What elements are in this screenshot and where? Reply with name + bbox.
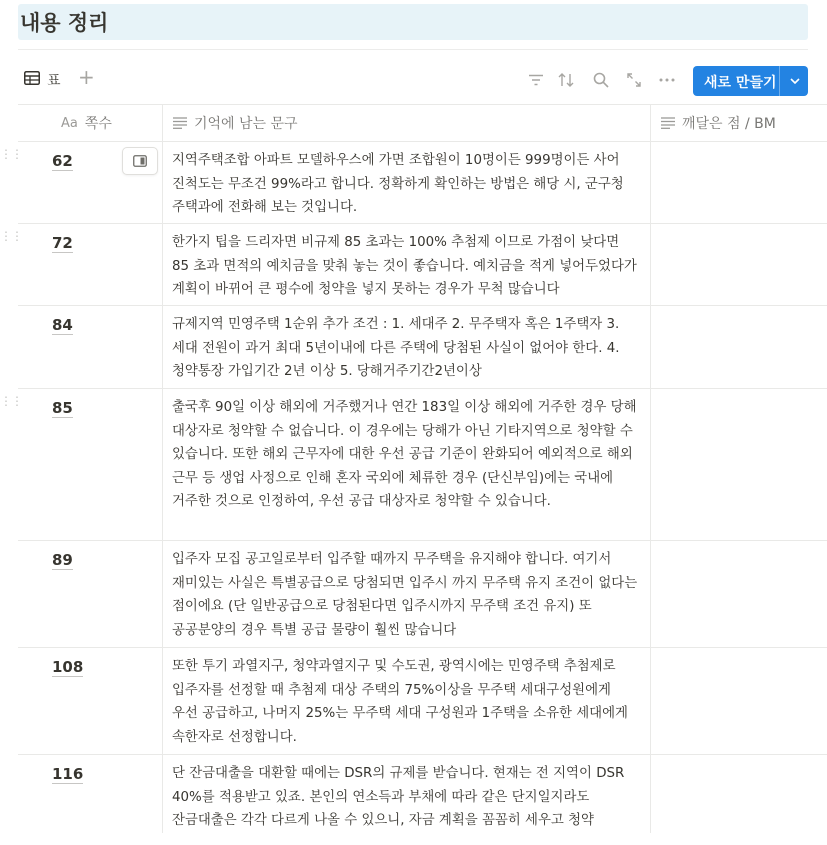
drag-handle[interactable]	[0, 147, 22, 167]
expand-icon	[627, 73, 641, 87]
add-view-button[interactable]	[78, 65, 95, 89]
title-property-icon: Aa	[61, 115, 78, 131]
row-page-number[interactable]: 84	[52, 316, 73, 334]
table-row[interactable]	[18, 541, 827, 648]
drag-handle-icon: ⋮⋮	[0, 229, 22, 243]
filter-icon	[528, 74, 544, 86]
column-header-label: 쪽수	[84, 116, 112, 132]
sort-icon	[558, 73, 574, 87]
row-page-number[interactable]: 85	[52, 399, 73, 417]
table-row[interactable]	[18, 224, 827, 306]
row-quote[interactable]: 지역주택조합 아파트 모델하우스에 가면 조합원이 10명이든 999명이든 사어 진척도는 무조건 99%라고 합니다. 정확하게 확인하는 방법은 해당 시, 군구청 주택과에 전화해 보는 것입니다.	[172, 153, 624, 215]
row-page-number[interactable]: 62	[52, 152, 73, 170]
table-row[interactable]	[18, 306, 827, 389]
database-toolbar	[18, 66, 808, 96]
column-header-label: 깨달은 점 / BM	[682, 116, 776, 132]
table-row[interactable]	[18, 648, 827, 755]
drag-handle-icon: ⋮⋮	[0, 394, 22, 408]
new-button-label: 새로 만들기	[704, 75, 777, 91]
open-in-side-peek-icon	[133, 155, 147, 167]
title-divider	[18, 49, 808, 50]
view-tab-table[interactable]	[24, 70, 61, 90]
view-tab-label: 표	[47, 73, 61, 89]
more-button[interactable]	[656, 69, 678, 91]
drag-handle[interactable]	[0, 394, 22, 414]
table-row[interactable]	[18, 389, 827, 541]
filter-button[interactable]	[525, 69, 547, 91]
page-title-block[interactable]	[18, 4, 808, 40]
row-quote[interactable]: 규제지역 민영주택 1순위 추가 조건 : 1. 세대주 2. 무주택자 혹은 1주택자 3. 세대 전원이 과거 최대 5년이내에 다른 주택에 당첨된 사실이 없어야 한다. 4. 청약통장 가입기간 2년 이상 5. 당해거주기간2년이상	[172, 317, 620, 379]
row-quote[interactable]: 입주자 모집 공고일로부터 입주할 때까지 무주택을 유지해야 합니다. 여기서 재미있는 사실은 특별공급으로 당첨되면 입주시 까지 무주택 유지 조건이 없다는 점이에요 (단 일반공급으로 당첨된다면 입주시까지 무주택 조건 유지) 또 공공분양의 경우 특별 공급 물량이 훨씬 많습니다	[172, 552, 638, 638]
row-quote[interactable]: 출국후 90일 이상 해외에 거주했거나 연간 183일 이상 해외에 거주한 경우 당해 대상자로 청약할 수 없습니다. 이 경우에는 당해가 아닌 기타지역으로 청약할 수 있습니다. 또한 해외 근무자에 대한 우선 공급 기준이 완화되어 예외적으로 해외 근무 등 생업 사정으로 인해 혼자 국외에 체류한 경우 (단신부임)에는 국내에 거주한 것으로 인정하여, 우선 공급 대상자로 청약할 수 있습니다.	[172, 400, 637, 509]
new-button[interactable]	[693, 66, 808, 96]
new-button-divider	[779, 66, 780, 96]
row-quote[interactable]: 한가지 팁을 드리자면 비규제 85 초과는 100% 추첨제 이므로 가점이 낮다면 85 초과 면적의 예치금을 맞춰 놓는 것이 좋습니다. 예치금을 적게 넣어두었다가 계획이 바뀌어 큰 평수에 청약을 넣지 못하는 경우가 무척 많습니다	[172, 235, 637, 297]
row-quote[interactable]: 또한 투기 과열지구, 청약과열지구 및 수도권, 광역시에는 민영주택 추첨제로 입주자를 선정할 때 추첨제 대상 주택의 75%이상을 무주택 세대구성원에게 우선 공급하고, 나머지 25%는 무주택 세대 구성원과 1주택을 소유한 세대에게 속한자로 선정합니다.	[172, 659, 628, 745]
table-icon	[24, 71, 40, 89]
page-title[interactable]: 내용 정리	[20, 11, 109, 35]
drag-handle[interactable]	[0, 229, 22, 249]
row-page-number[interactable]: 116	[52, 765, 84, 783]
row-quote[interactable]: 단 잔금대출을 대환할 때에는 DSR의 규제를 받습니다. 현재는 전 지역이 DSR 40%를 적용받고 있죠. 본인의 연소득과 부채에 따라 같은 단지일지라도 잔금대출은 각각 다르게 나올 수 있으니, 자금 계획을 꼼꼼히 세우고 청약	[172, 766, 625, 828]
column-header-page[interactable]	[61, 105, 112, 141]
row-page-number[interactable]: 89	[52, 551, 73, 569]
table-row[interactable]	[18, 755, 827, 845]
more-icon	[659, 78, 675, 82]
new-button-dropdown[interactable]	[783, 69, 807, 93]
plus-icon: +	[78, 65, 95, 89]
column-header-quote[interactable]	[173, 105, 298, 141]
text-property-icon	[661, 117, 675, 129]
search-icon	[593, 72, 609, 88]
column-header-insight[interactable]	[661, 105, 776, 141]
column-header-label: 기억에 남는 문구	[194, 116, 298, 132]
drag-handle-icon: ⋮⋮	[0, 147, 22, 161]
row-page-number[interactable]: 108	[52, 658, 84, 676]
sort-button[interactable]	[555, 69, 577, 91]
text-property-icon	[173, 117, 187, 129]
row-page-number[interactable]: 72	[52, 234, 73, 252]
chevron-down-icon	[790, 78, 800, 84]
open-page-button[interactable]	[122, 147, 158, 175]
search-button[interactable]	[590, 69, 612, 91]
expand-button[interactable]	[623, 69, 645, 91]
